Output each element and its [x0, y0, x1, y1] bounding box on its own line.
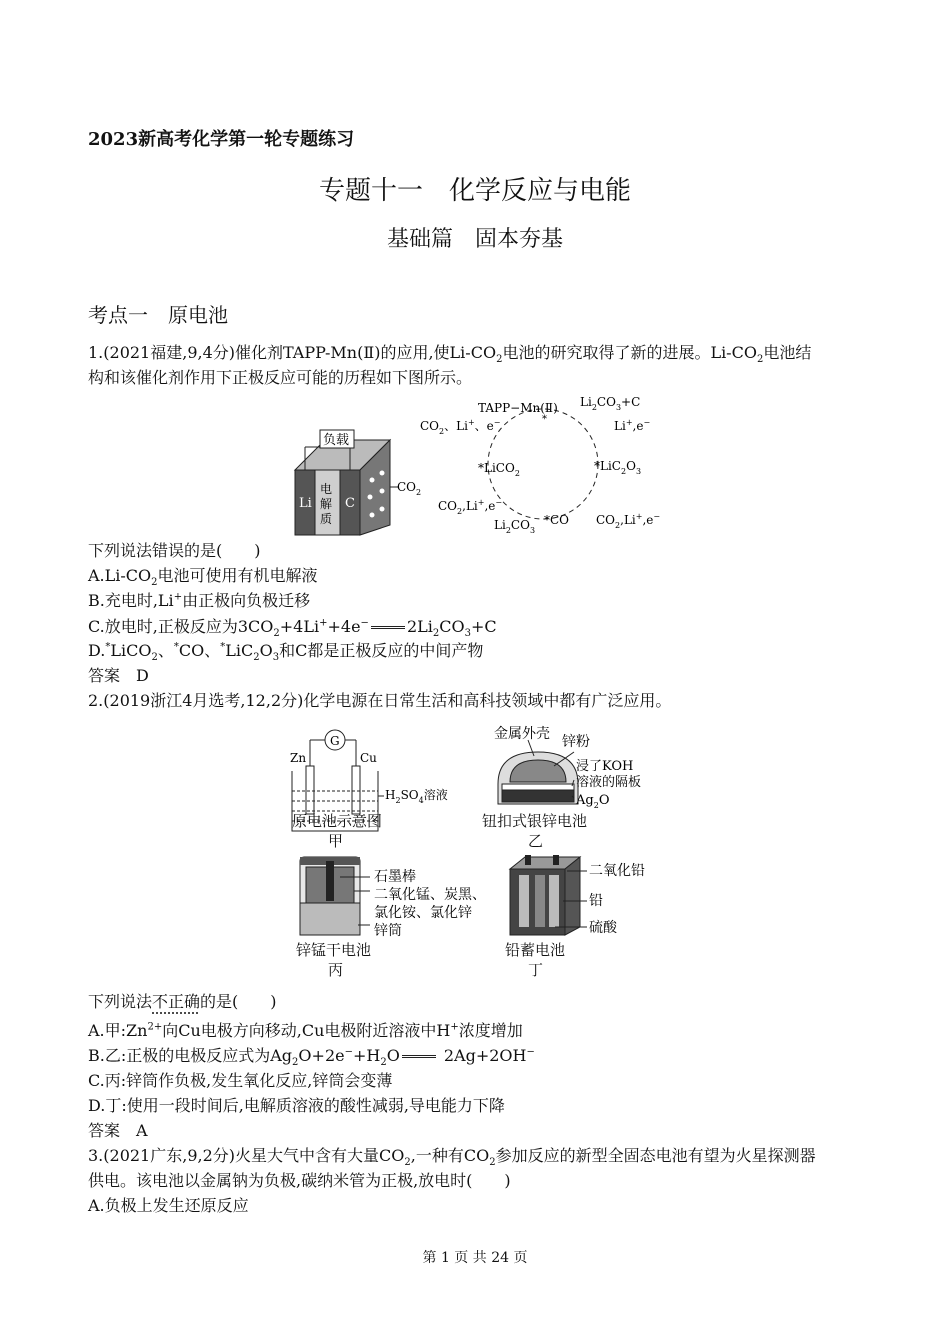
- cathode-reaction-cycle: [418, 392, 668, 537]
- series-title: 2023新高考化学第一轮专题练习: [88, 129, 355, 150]
- zn-label: Zn: [290, 751, 307, 765]
- page-subtitle: 基础篇 固本夯基: [386, 227, 563, 252]
- cycle-catalyst-label: TAPP−Mn(Ⅱ): [478, 401, 558, 415]
- mix-label-2: 氯化铵、氯化锌: [374, 905, 472, 921]
- q3-option-a: A.负极上发生还原反应: [88, 1196, 249, 1215]
- svg-text:Li2CO3: $Li_2CO_3$: [494, 518, 536, 535]
- svg-text:CO2、Li+、e−: $CO_2$、Li+、e−: [420, 418, 501, 436]
- q1-prompt: 下列说法错误的是( ): [88, 541, 261, 560]
- shell-label: 金属外壳: [494, 726, 550, 742]
- yi-label: 乙: [528, 832, 544, 850]
- page-title: 专题十一 化学反应与电能: [318, 176, 631, 206]
- svg-text:Li+,e−: Li+,e−: [614, 418, 651, 433]
- cycle-li-in: Li: [614, 419, 626, 433]
- c-label: C: [345, 496, 355, 511]
- svg-text:TAPP−Mn(Ⅱ): [478, 401, 558, 415]
- q2-option-a: A.甲$:Zn^{2+}$向Cu电极方向移动,Cu电极附近溶液中H+浓度增加: [88, 1021, 523, 1040]
- q2-option-d: D.丁:使用一段时间后,电解质溶液的酸性减弱,导电能力下降: [88, 1096, 505, 1115]
- graphite-label: 石墨棒: [374, 869, 416, 885]
- cycle-co2-right: CO: [596, 513, 616, 527]
- cycle-co2-left: CO: [438, 499, 458, 513]
- pb-label: 铅: [589, 893, 603, 909]
- cycle-co-star: *CO: [544, 513, 570, 527]
- svg-text:Li2CO3+C: $Li_2CO_3+C$: [580, 395, 641, 412]
- yi-caption: 钮扣式银锌电池: [482, 812, 588, 830]
- svg-text:*LiCO2: *LiCO$_2$: [478, 461, 520, 478]
- bing-label: 丙: [328, 961, 344, 979]
- co2-label: CO: [397, 480, 417, 494]
- q1-answer: 答案 D: [88, 666, 149, 685]
- zinc-powder-label: 锌粉: [562, 734, 590, 750]
- bing-caption: 锌锰干电池: [296, 941, 372, 959]
- ag2o-label: Ag: [576, 793, 594, 808]
- svg-text:Ag2O: $Ag_2O$: [576, 793, 610, 810]
- page-footer: 第 1 页 共 24 页: [422, 1250, 528, 1266]
- acid-label: 硫酸: [589, 920, 617, 936]
- q2-answer: 答案 A: [88, 1121, 148, 1140]
- q1-option-a: $A.Li-CO_2$电池可使用有机电解液: [88, 566, 318, 589]
- q2-stem: 2.(2019浙江4月选考,12,2分)化学电源在日常生活和高科技领域中都有广泛应用。: [88, 691, 672, 710]
- cycle-li2co3-c-top: Li: [580, 395, 592, 409]
- q3-stem-line2: 供电。该电池以金属钠为负极,碳纳米管为正极,放电时( ): [88, 1171, 511, 1190]
- q1-option-b: B.充电时,Li+由正极向负极迁移: [88, 591, 311, 610]
- q2-option-b: B.乙:正极的电极反应式为$Ag_2O+2e^-+H_2O$ 2Ag+2OH−: [88, 1046, 535, 1069]
- lead-acid-battery-figure: [505, 855, 665, 940]
- q2-prompt: 下列说法不正确的是( ): [88, 992, 277, 1011]
- cycle-li2co3-bottom: Li: [494, 518, 506, 532]
- svg-text:CO2,Li+,e−: $CO_2,Li^+,e^-$: [596, 512, 661, 530]
- q1-option-c: C.放电时,正极反应为$3CO_2+4Li^++4e^-$ $2Li_2CO_3+C$: [88, 617, 497, 640]
- ding-label: 丁: [528, 961, 544, 979]
- cu-label: Cu: [360, 751, 377, 765]
- svg-text:*: *: [542, 414, 547, 425]
- pbo2-label: 二氧化铅: [589, 863, 645, 879]
- svg-text:CO2: $CO_2$: [397, 480, 422, 497]
- cycle-co2-in: CO: [420, 419, 440, 433]
- dry-cell-figure: [292, 855, 497, 940]
- h2so4-label: H: [385, 788, 396, 802]
- koh-label-2: 溶液的隔板: [576, 775, 642, 790]
- q1-option-d: D.*LiCO$_2$、*CO、$^*LiC_2O_3$和C都是正极反应的中间产物: [88, 641, 484, 664]
- li-co2-battery-figure: [290, 425, 430, 537]
- svg-text:*LiC2O3: $*LiC_2O_3$: [594, 459, 642, 476]
- button-cell-figure: [488, 722, 668, 814]
- q1-stem: 1.(2021福建,9,4分)催化剂TAPP-Mn(Ⅱ)的应用,使$Li-CO_2$电池的研究取得了新的进展。$Li-CO_2$电池结: [88, 343, 812, 366]
- section-heading: 考点一 原电池: [88, 303, 228, 327]
- zinc-can-label: 锌筒: [374, 923, 402, 939]
- cycle-lic2o3: *LiC: [594, 459, 621, 473]
- jia-caption-text: 原电池示意图: [292, 812, 383, 830]
- electrolyte-char-3: 质: [320, 512, 333, 526]
- cycle-lico2: *LiCO: [478, 461, 515, 475]
- galvanic-cell-figure: [288, 726, 468, 850]
- electrolyte-char-1: 电: [320, 482, 333, 496]
- svg-text:H2SO4溶液: $H_2SO_4$溶液: [385, 788, 448, 805]
- mix-label-1: 二氧化锰、炭黑、: [374, 887, 486, 903]
- q2-option-c: C.丙:锌筒作负极,发生氧化反应,锌筒会变薄: [88, 1071, 393, 1090]
- q1-stem-line2: 构和该催化剂作用下正极反应可能的历程如下图所示。: [88, 368, 473, 387]
- galvanometer-label: G: [330, 734, 340, 748]
- li-label: Li: [299, 496, 312, 511]
- load-label: 负载: [323, 433, 350, 448]
- svg-text:CO2,Li+,e−: $CO_2,Li^+,e^-$: [438, 498, 503, 516]
- koh-label-1: 浸了KOH: [576, 759, 634, 774]
- electrolyte-char-2: 解: [320, 497, 333, 511]
- q3-stem: 3.(2021广东,9,2分)火星大气中含有大量$CO_2$,一种有$CO_2$参加反应的新型全固态电池有望为火星探测器: [88, 1146, 816, 1169]
- ding-caption: 铅蓄电池: [505, 941, 566, 959]
- jia-label: 甲: [328, 832, 344, 850]
